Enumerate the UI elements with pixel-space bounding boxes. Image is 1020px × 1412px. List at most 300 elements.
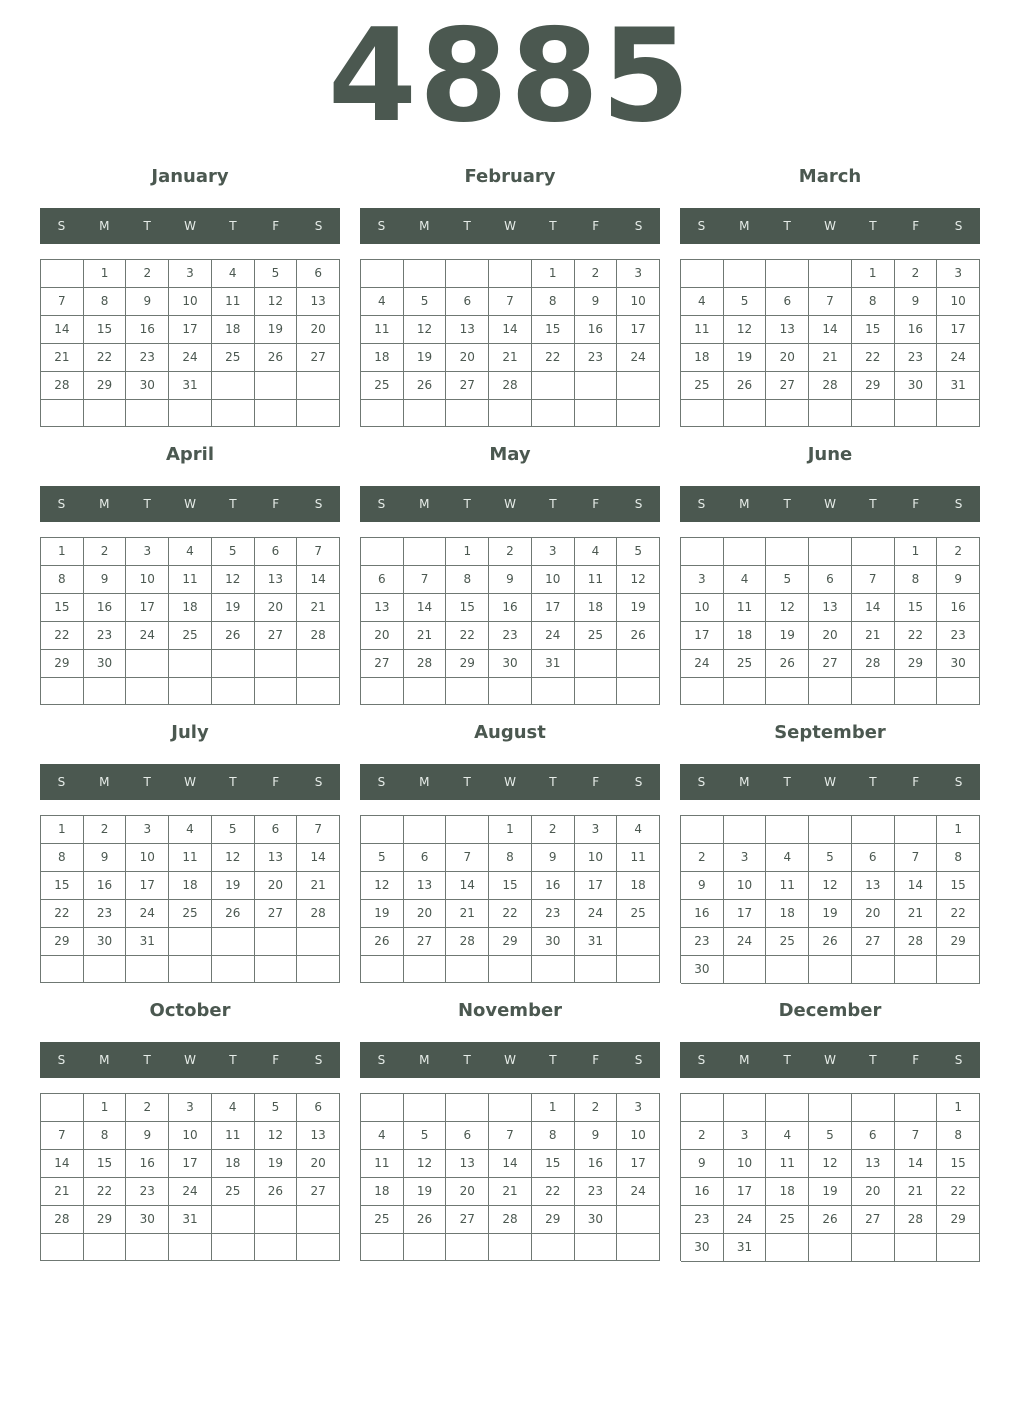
weekday-label: W xyxy=(504,219,516,233)
day-cell: 8 xyxy=(41,566,84,594)
day-cell: 23 xyxy=(575,344,618,372)
weekday-label: S xyxy=(377,775,386,789)
day-cell: 24 xyxy=(617,344,660,372)
day-cell: 21 xyxy=(809,344,852,372)
empty-cell xyxy=(361,1234,404,1261)
day-cell: 31 xyxy=(126,928,169,956)
weekday-label: W xyxy=(184,219,196,233)
day-cell: 21 xyxy=(895,1178,938,1206)
day-cell: 26 xyxy=(809,1206,852,1234)
day-cell: 10 xyxy=(532,566,575,594)
day-cell: 11 xyxy=(212,1122,255,1150)
day-cell: 6 xyxy=(852,844,895,872)
day-cell: 24 xyxy=(169,344,212,372)
day-cell: 19 xyxy=(212,872,255,900)
empty-cell xyxy=(724,816,767,844)
empty-cell xyxy=(41,678,84,705)
day-cell: 30 xyxy=(532,928,575,956)
day-grid xyxy=(360,815,660,983)
day-cell: 20 xyxy=(297,316,340,344)
day-cell: 20 xyxy=(361,622,404,650)
empty-cell xyxy=(212,678,255,705)
empty-cell xyxy=(617,1206,660,1234)
day-cell: 22 xyxy=(489,900,532,928)
weekday-label: M xyxy=(99,497,110,511)
empty-cell xyxy=(297,678,340,705)
empty-cell xyxy=(255,928,298,956)
empty-cell xyxy=(41,400,84,427)
weekday-label: S xyxy=(954,775,963,789)
weekday-label: T xyxy=(229,1053,237,1067)
day-cell: 1 xyxy=(489,816,532,844)
day-cell: 4 xyxy=(212,260,255,288)
day-cell: 27 xyxy=(852,1206,895,1234)
day-cell: 6 xyxy=(297,260,340,288)
day-cell: 3 xyxy=(617,260,660,288)
day-cell: 14 xyxy=(489,316,532,344)
day-cell: 4 xyxy=(766,1122,809,1150)
day-cell: 23 xyxy=(681,1206,724,1234)
empty-cell xyxy=(895,816,938,844)
empty-cell xyxy=(297,928,340,956)
empty-cell xyxy=(212,400,255,427)
day-cell: 5 xyxy=(724,288,767,316)
day-cell: 3 xyxy=(681,566,724,594)
day-cell: 28 xyxy=(852,650,895,678)
day-grid xyxy=(680,815,980,983)
day-cell: 14 xyxy=(852,594,895,622)
day-cell: 1 xyxy=(446,538,489,566)
empty-cell xyxy=(809,400,852,427)
day-cell: 30 xyxy=(681,1234,724,1262)
day-cell: 6 xyxy=(255,816,298,844)
empty-cell xyxy=(489,1094,532,1122)
day-cell: 28 xyxy=(489,372,532,400)
day-cell: 11 xyxy=(169,566,212,594)
empty-cell xyxy=(212,956,255,983)
day-cell: 5 xyxy=(809,844,852,872)
empty-cell xyxy=(766,538,809,566)
empty-cell xyxy=(575,372,618,400)
day-cell: 14 xyxy=(297,844,340,872)
day-cell: 23 xyxy=(126,344,169,372)
day-cell: 25 xyxy=(361,1206,404,1234)
empty-cell xyxy=(852,1234,895,1262)
day-grid xyxy=(360,537,660,705)
weekday-label: M xyxy=(99,1053,110,1067)
empty-cell xyxy=(852,678,895,705)
empty-cell xyxy=(255,372,298,400)
empty-cell xyxy=(361,538,404,566)
empty-cell xyxy=(937,956,980,984)
weekday-label: F xyxy=(272,497,280,511)
day-cell: 7 xyxy=(895,1122,938,1150)
day-cell: 4 xyxy=(212,1094,255,1122)
empty-cell xyxy=(212,650,255,678)
day-cell: 6 xyxy=(361,566,404,594)
day-cell: 6 xyxy=(809,566,852,594)
day-cell: 20 xyxy=(766,344,809,372)
day-cell: 5 xyxy=(212,816,255,844)
day-cell: 30 xyxy=(937,650,980,678)
year-title: 4885 xyxy=(327,2,693,151)
empty-cell xyxy=(41,1094,84,1122)
empty-cell xyxy=(361,816,404,844)
weekday-label: S xyxy=(314,1053,323,1067)
day-cell: 20 xyxy=(404,900,447,928)
weekday-label: M xyxy=(739,497,750,511)
day-cell: 21 xyxy=(446,900,489,928)
empty-cell xyxy=(681,400,724,427)
weekday-header xyxy=(40,486,340,522)
empty-cell xyxy=(809,956,852,984)
day-cell: 3 xyxy=(126,816,169,844)
day-cell: 14 xyxy=(446,872,489,900)
empty-cell xyxy=(617,928,660,956)
day-cell: 27 xyxy=(766,372,809,400)
day-cell: 1 xyxy=(532,260,575,288)
day-cell: 25 xyxy=(575,622,618,650)
day-cell: 2 xyxy=(681,1122,724,1150)
day-cell: 13 xyxy=(852,872,895,900)
day-cell: 11 xyxy=(169,844,212,872)
day-cell: 26 xyxy=(404,372,447,400)
day-cell: 30 xyxy=(84,928,127,956)
day-cell: 20 xyxy=(255,594,298,622)
day-cell: 23 xyxy=(126,1178,169,1206)
weekday-label: M xyxy=(419,1053,430,1067)
month-name: September xyxy=(774,722,886,743)
day-cell: 13 xyxy=(446,1150,489,1178)
day-cell: 24 xyxy=(724,1206,767,1234)
day-cell: 22 xyxy=(41,900,84,928)
day-cell: 24 xyxy=(169,1178,212,1206)
day-cell: 14 xyxy=(404,594,447,622)
month-name: April xyxy=(165,444,215,465)
month-name: February xyxy=(464,166,556,187)
weekday-label: T xyxy=(869,775,877,789)
empty-cell xyxy=(681,260,724,288)
day-cell: 10 xyxy=(169,288,212,316)
weekday-label: T xyxy=(143,497,151,511)
day-cell: 30 xyxy=(126,1206,169,1234)
day-cell: 26 xyxy=(724,372,767,400)
month-name: May xyxy=(489,444,531,465)
day-cell: 5 xyxy=(255,260,298,288)
empty-cell xyxy=(297,1206,340,1234)
month-name: August xyxy=(474,722,546,743)
day-cell: 21 xyxy=(297,594,340,622)
day-cell: 27 xyxy=(809,650,852,678)
day-cell: 16 xyxy=(126,316,169,344)
day-cell: 16 xyxy=(575,1150,618,1178)
empty-cell xyxy=(297,650,340,678)
empty-cell xyxy=(212,1206,255,1234)
day-cell: 13 xyxy=(852,1150,895,1178)
day-cell: 27 xyxy=(297,344,340,372)
weekday-label: S xyxy=(697,219,706,233)
day-cell: 9 xyxy=(681,1150,724,1178)
weekday-label: T xyxy=(143,219,151,233)
day-cell: 26 xyxy=(361,928,404,956)
day-cell: 18 xyxy=(169,594,212,622)
day-cell: 27 xyxy=(404,928,447,956)
day-cell: 16 xyxy=(681,900,724,928)
day-cell: 28 xyxy=(41,1206,84,1234)
day-cell: 19 xyxy=(361,900,404,928)
day-cell: 5 xyxy=(255,1094,298,1122)
weekday-label: F xyxy=(912,1053,920,1067)
day-cell: 23 xyxy=(895,344,938,372)
day-cell: 16 xyxy=(489,594,532,622)
day-cell: 13 xyxy=(297,1122,340,1150)
empty-cell xyxy=(489,678,532,705)
day-cell: 25 xyxy=(681,372,724,400)
day-cell: 12 xyxy=(212,844,255,872)
day-cell: 23 xyxy=(937,622,980,650)
day-cell: 21 xyxy=(41,344,84,372)
day-cell: 15 xyxy=(41,872,84,900)
day-cell: 2 xyxy=(84,538,127,566)
weekday-label: S xyxy=(634,219,643,233)
day-cell: 20 xyxy=(809,622,852,650)
empty-cell xyxy=(852,816,895,844)
day-cell: 12 xyxy=(212,566,255,594)
day-cell: 11 xyxy=(724,594,767,622)
weekday-label: W xyxy=(504,1053,516,1067)
empty-cell xyxy=(404,1094,447,1122)
weekday-label: F xyxy=(272,219,280,233)
weekday-label: W xyxy=(184,775,196,789)
day-cell: 18 xyxy=(617,872,660,900)
weekday-label: M xyxy=(99,775,110,789)
day-cell: 8 xyxy=(852,288,895,316)
day-cell: 12 xyxy=(766,594,809,622)
empty-cell xyxy=(404,956,447,983)
day-cell: 24 xyxy=(681,650,724,678)
empty-cell xyxy=(361,1094,404,1122)
day-cell: 26 xyxy=(255,1178,298,1206)
day-cell: 10 xyxy=(617,288,660,316)
day-cell: 24 xyxy=(575,900,618,928)
day-cell: 8 xyxy=(895,566,938,594)
weekday-label: T xyxy=(783,775,791,789)
empty-cell xyxy=(895,1234,938,1262)
weekday-header xyxy=(680,208,980,244)
day-cell: 6 xyxy=(297,1094,340,1122)
day-cell: 16 xyxy=(126,1150,169,1178)
day-cell: 22 xyxy=(84,1178,127,1206)
empty-cell xyxy=(169,956,212,983)
weekday-label: T xyxy=(783,497,791,511)
empty-cell xyxy=(766,678,809,705)
day-cell: 29 xyxy=(41,928,84,956)
day-cell: 22 xyxy=(446,622,489,650)
empty-cell xyxy=(84,956,127,983)
weekday-label: S xyxy=(634,497,643,511)
weekday-label: T xyxy=(549,219,557,233)
empty-cell xyxy=(169,650,212,678)
day-cell: 1 xyxy=(937,1094,980,1122)
day-cell: 21 xyxy=(41,1178,84,1206)
day-cell: 28 xyxy=(297,900,340,928)
empty-cell xyxy=(809,678,852,705)
day-cell: 28 xyxy=(895,1206,938,1234)
day-cell: 2 xyxy=(575,1094,618,1122)
day-cell: 2 xyxy=(681,844,724,872)
weekday-header xyxy=(360,1042,660,1078)
empty-cell xyxy=(297,372,340,400)
day-cell: 19 xyxy=(809,1178,852,1206)
day-cell: 27 xyxy=(297,1178,340,1206)
weekday-label: S xyxy=(57,775,66,789)
day-cell: 31 xyxy=(532,650,575,678)
day-cell: 25 xyxy=(766,928,809,956)
day-cell: 2 xyxy=(937,538,980,566)
weekday-header xyxy=(360,764,660,800)
day-cell: 15 xyxy=(532,1150,575,1178)
weekday-label: S xyxy=(377,1053,386,1067)
empty-cell xyxy=(169,400,212,427)
day-cell: 22 xyxy=(895,622,938,650)
day-cell: 21 xyxy=(404,622,447,650)
day-cell: 28 xyxy=(895,928,938,956)
weekday-label: T xyxy=(143,775,151,789)
day-cell: 28 xyxy=(489,1206,532,1234)
weekday-label: W xyxy=(824,497,836,511)
day-cell: 9 xyxy=(681,872,724,900)
day-cell: 1 xyxy=(84,1094,127,1122)
day-cell: 6 xyxy=(404,844,447,872)
day-cell: 7 xyxy=(297,816,340,844)
empty-cell xyxy=(809,1094,852,1122)
empty-cell xyxy=(446,956,489,983)
empty-cell xyxy=(361,400,404,427)
day-cell: 7 xyxy=(404,566,447,594)
day-cell: 8 xyxy=(446,566,489,594)
empty-cell xyxy=(404,1234,447,1261)
empty-cell xyxy=(575,1234,618,1261)
day-grid xyxy=(680,259,980,427)
day-cell: 15 xyxy=(895,594,938,622)
day-cell: 2 xyxy=(126,260,169,288)
day-cell: 17 xyxy=(724,900,767,928)
day-cell: 29 xyxy=(937,1206,980,1234)
day-cell: 26 xyxy=(212,622,255,650)
day-cell: 4 xyxy=(361,1122,404,1150)
day-cell: 30 xyxy=(126,372,169,400)
weekday-label: W xyxy=(184,497,196,511)
weekday-label: F xyxy=(592,219,600,233)
empty-cell xyxy=(532,1234,575,1261)
weekday-label: S xyxy=(57,1053,66,1067)
weekday-header xyxy=(40,1042,340,1078)
day-cell: 18 xyxy=(681,344,724,372)
day-cell: 7 xyxy=(41,288,84,316)
empty-cell xyxy=(895,678,938,705)
empty-cell xyxy=(766,956,809,984)
empty-cell xyxy=(212,372,255,400)
day-cell: 6 xyxy=(766,288,809,316)
day-cell: 26 xyxy=(617,622,660,650)
day-cell: 21 xyxy=(489,344,532,372)
empty-cell xyxy=(937,678,980,705)
empty-cell xyxy=(809,816,852,844)
day-cell: 12 xyxy=(361,872,404,900)
day-cell: 24 xyxy=(724,928,767,956)
day-cell: 7 xyxy=(297,538,340,566)
day-cell: 25 xyxy=(212,1178,255,1206)
month-name: October xyxy=(149,1000,231,1021)
day-cell: 5 xyxy=(766,566,809,594)
empty-cell xyxy=(126,650,169,678)
day-cell: 7 xyxy=(895,844,938,872)
empty-cell xyxy=(255,650,298,678)
day-cell: 13 xyxy=(766,316,809,344)
day-cell: 8 xyxy=(84,1122,127,1150)
empty-cell xyxy=(895,956,938,984)
weekday-label: S xyxy=(954,497,963,511)
day-cell: 31 xyxy=(169,1206,212,1234)
weekday-label: F xyxy=(592,497,600,511)
empty-cell xyxy=(84,678,127,705)
day-cell: 22 xyxy=(532,344,575,372)
day-cell: 10 xyxy=(681,594,724,622)
day-cell: 21 xyxy=(489,1178,532,1206)
day-cell: 9 xyxy=(937,566,980,594)
empty-cell xyxy=(937,400,980,427)
day-cell: 8 xyxy=(41,844,84,872)
empty-cell xyxy=(809,538,852,566)
day-cell: 4 xyxy=(681,288,724,316)
day-cell: 18 xyxy=(361,1178,404,1206)
day-cell: 26 xyxy=(766,650,809,678)
day-cell: 4 xyxy=(169,816,212,844)
day-cell: 2 xyxy=(126,1094,169,1122)
day-cell: 16 xyxy=(895,316,938,344)
empty-cell xyxy=(169,928,212,956)
weekday-label: S xyxy=(314,219,323,233)
day-cell: 17 xyxy=(532,594,575,622)
weekday-label: W xyxy=(504,775,516,789)
day-cell: 26 xyxy=(809,928,852,956)
empty-cell xyxy=(297,400,340,427)
day-cell: 16 xyxy=(532,872,575,900)
empty-cell xyxy=(617,678,660,705)
day-cell: 10 xyxy=(937,288,980,316)
empty-cell xyxy=(617,1234,660,1261)
day-cell: 7 xyxy=(489,288,532,316)
day-cell: 3 xyxy=(126,538,169,566)
empty-cell xyxy=(681,678,724,705)
day-cell: 1 xyxy=(852,260,895,288)
day-cell: 7 xyxy=(809,288,852,316)
day-cell: 14 xyxy=(489,1150,532,1178)
day-cell: 14 xyxy=(809,316,852,344)
day-cell: 29 xyxy=(41,650,84,678)
day-cell: 28 xyxy=(297,622,340,650)
day-cell: 7 xyxy=(446,844,489,872)
day-cell: 5 xyxy=(404,1122,447,1150)
day-cell: 24 xyxy=(126,622,169,650)
day-cell: 9 xyxy=(532,844,575,872)
weekday-label: T xyxy=(463,219,471,233)
weekday-label: T xyxy=(463,497,471,511)
day-cell: 1 xyxy=(895,538,938,566)
day-cell: 4 xyxy=(575,538,618,566)
day-cell: 4 xyxy=(724,566,767,594)
empty-cell xyxy=(895,1094,938,1122)
